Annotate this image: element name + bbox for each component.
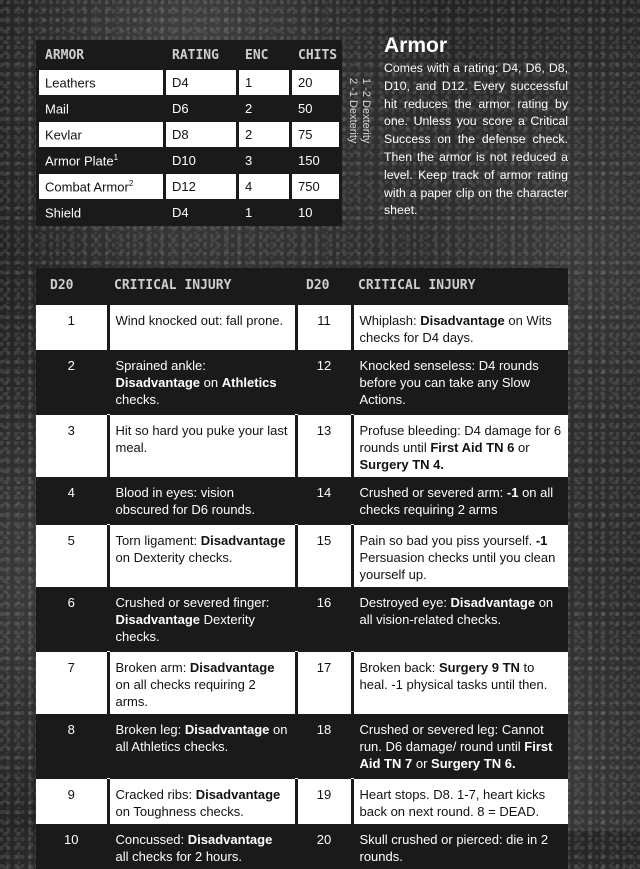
- injury-text-part: Wind knocked out: fall prone.: [115, 313, 284, 328]
- d20-roll-cell: 2: [36, 350, 108, 414]
- footnote-marker: 2: [128, 178, 134, 188]
- armor-chits-cell: 75: [292, 122, 339, 147]
- d20-roll-cell: 19: [296, 778, 352, 825]
- injury-description-cell: [352, 477, 568, 524]
- armor-enc-cell: 2: [239, 122, 289, 147]
- injury-text-part: on all checks requiring 2 arms: [359, 485, 554, 517]
- injury-row: [36, 524, 568, 588]
- d20-roll-cell: 18: [296, 714, 352, 778]
- injury-header-row: [36, 268, 568, 304]
- armor-row: [39, 174, 339, 199]
- armor-name-cell: [39, 174, 163, 199]
- armor-enc-cell: 1: [239, 200, 289, 225]
- injury-col-header: CRITICAL INJURY: [114, 277, 232, 293]
- injury-description-cell: [108, 350, 296, 414]
- injury-text-part: Disadvantage: [184, 722, 270, 737]
- injury-text-part: Crushed or severed arm:: [359, 485, 507, 500]
- injury-text-part: Disadvantage: [189, 660, 275, 675]
- injury-text-part: Surgery TN 4.: [359, 457, 445, 472]
- armor-chits-cell: 10: [292, 200, 339, 225]
- injury-text-part: on Wits checks for D4 days.: [359, 313, 552, 345]
- armor-name: Mail: [45, 101, 69, 117]
- injury-text-part: Hit so hard you puke your last meal.: [115, 423, 288, 455]
- injury-text-part: Broken leg:: [115, 722, 185, 737]
- injury-col-header: CRITICAL INJURY: [358, 277, 476, 293]
- injury-row: [36, 304, 568, 351]
- armor-table: [36, 40, 342, 226]
- injury-text-part: all checks for 2 hours.: [115, 849, 242, 864]
- armor-rating-cell: D6: [166, 96, 236, 121]
- injury-description-cell: [352, 714, 568, 778]
- injury-description-cell: [108, 714, 296, 778]
- armor-rating-cell: D4: [166, 200, 236, 225]
- armor-name: Combat Armor: [45, 179, 129, 195]
- armor-chits-cell: 50: [292, 96, 339, 121]
- d20-roll-cell: 5: [36, 524, 108, 588]
- injury-text-part: Pain so bad you piss yourself.: [359, 533, 536, 548]
- injury-row: [36, 714, 568, 778]
- injury-text-part: Cracked ribs:: [115, 787, 196, 802]
- injury-text-part: on Dexterity checks.: [115, 550, 233, 565]
- injury-text-part: Disadvantage: [195, 787, 281, 802]
- injury-text-part: Skull crushed or pierced: die in 2 rounds.: [359, 832, 549, 864]
- injury-text-part: or: [412, 756, 432, 771]
- armor-name-cell: [39, 148, 163, 173]
- injury-row: [36, 477, 568, 524]
- d20-roll-cell: 17: [296, 651, 352, 715]
- armor-chits-cell: 20: [292, 70, 339, 95]
- enc-col-header: ENC: [245, 47, 269, 63]
- footnote-marker: 1: [113, 152, 119, 162]
- armor-rating-cell: D10: [166, 148, 236, 173]
- d20-roll-cell: 13: [296, 414, 352, 478]
- injury-text-part: to heal. -1 physical tasks until then.: [359, 660, 548, 692]
- injury-text-part: Broken arm:: [115, 660, 190, 675]
- injury-description-cell: [352, 651, 568, 715]
- injury-description-cell: [108, 414, 296, 478]
- armor-name-cell: [39, 122, 163, 147]
- critical-injury-table: [36, 268, 568, 869]
- injury-text-part: Broken back:: [359, 660, 439, 675]
- injury-text-part: Disadvantage: [187, 832, 273, 847]
- injury-text-part: Dexterity checks.: [115, 612, 255, 644]
- injury-text-part: Blood in eyes: vision obscured for D6 rounds.: [115, 485, 255, 517]
- d20-roll-cell: 16: [296, 587, 352, 651]
- injury-text-part: Destroyed eye:: [359, 595, 451, 610]
- injury-text-part: Sprained ankle:: [115, 358, 206, 373]
- armor-header-row: [39, 41, 339, 69]
- armor-heading: Armor: [384, 34, 448, 57]
- injury-text-part: Disadvantage: [115, 375, 201, 390]
- injury-text-part: Disadvantage: [200, 533, 286, 548]
- injury-text-part: on all checks requiring 2 arms.: [115, 677, 256, 709]
- armor-name: Leathers: [45, 75, 96, 91]
- armor-enc-cell: 4: [239, 174, 289, 199]
- injury-text-part: on: [200, 375, 222, 390]
- injury-description-cell: [352, 778, 568, 825]
- injury-text-part: Profuse bleeding: D4 damage for 6 rounds until: [359, 423, 562, 455]
- injury-description-cell: [108, 477, 296, 524]
- armor-chits-cell: 750: [292, 174, 339, 199]
- d20-roll-cell: 14: [296, 477, 352, 524]
- injury-text-part: Athletics: [221, 375, 277, 390]
- footnote: 1 -2 Dexterity: [360, 78, 372, 144]
- injury-text-part: Disadvantage: [450, 595, 536, 610]
- d20-roll-cell: 8: [36, 714, 108, 778]
- armor-row: [39, 122, 339, 147]
- d20-col-header: D20: [306, 277, 330, 293]
- chits-col-header: CHITS: [298, 47, 338, 63]
- d20-roll-cell: 6: [36, 587, 108, 651]
- injury-description-cell: [352, 414, 568, 478]
- d20-col-header: D20: [50, 277, 74, 293]
- injury-text-part: checks.: [115, 392, 160, 407]
- injury-row: [36, 651, 568, 715]
- armor-name: Armor Plate: [45, 153, 114, 169]
- injury-description-cell: [352, 304, 568, 351]
- injury-text-part: on all Athletics checks.: [115, 722, 288, 754]
- armor-enc-cell: 1: [239, 70, 289, 95]
- armor-rating-cell: D4: [166, 70, 236, 95]
- injury-row: [36, 587, 568, 651]
- injury-description-cell: [108, 524, 296, 588]
- injury-row: [36, 778, 568, 825]
- injury-text-part: First Aid TN 6: [430, 440, 515, 455]
- armor-enc-cell: 3: [239, 148, 289, 173]
- d20-roll-cell: 20: [296, 824, 352, 869]
- d20-roll-cell: 7: [36, 651, 108, 715]
- injury-text-part: or: [514, 440, 530, 455]
- injury-row: [36, 414, 568, 478]
- injury-description-cell: [108, 651, 296, 715]
- armor-footnotes: [344, 78, 372, 186]
- armor-row: [39, 96, 339, 121]
- injury-text-part: Crushed or severed finger:: [115, 595, 270, 610]
- injury-text-part: Disadvantage: [420, 313, 505, 328]
- armor-chits-cell: 150: [292, 148, 339, 173]
- armor-name: Shield: [45, 205, 82, 221]
- armor-name: Kevlar: [45, 127, 82, 143]
- injury-description-cell: [352, 587, 568, 651]
- injury-text-part: -1: [506, 485, 519, 500]
- armor-name-cell: [39, 70, 163, 95]
- injury-text-part: Knocked senseless: D4 rounds before you can take any Slow Actions.: [359, 358, 539, 407]
- injury-text-part: Heart stops. D8. 1-7, heart kicks back on next round. 8 = DEAD.: [359, 787, 546, 819]
- injury-text-part: First Aid TN 7: [359, 739, 553, 771]
- injury-text-part: Concussed:: [115, 832, 188, 847]
- armor-enc-cell: 2: [239, 96, 289, 121]
- armor-col-header: ARMOR: [45, 47, 85, 63]
- injury-text-part: Disadvantage: [115, 612, 201, 627]
- injury-row: [36, 350, 568, 414]
- d20-roll-cell: 15: [296, 524, 352, 588]
- injury-text-part: Whiplash:: [359, 313, 421, 328]
- d20-roll-cell: 3: [36, 414, 108, 478]
- d20-roll-cell: 4: [36, 477, 108, 524]
- injury-description-cell: [352, 524, 568, 588]
- d20-roll-cell: 10: [36, 824, 108, 869]
- armor-name-cell: [39, 200, 163, 225]
- armor-rating-cell: D8: [166, 122, 236, 147]
- armor-name-cell: [39, 96, 163, 121]
- d20-roll-cell: 1: [36, 304, 108, 351]
- d20-roll-cell: 11: [296, 304, 352, 351]
- injury-description-cell: [108, 587, 296, 651]
- d20-roll-cell: 12: [296, 350, 352, 414]
- armor-row: [39, 200, 339, 225]
- injury-description-cell: [108, 778, 296, 825]
- injury-text-part: -1: [535, 533, 548, 548]
- injury-text-part: Torn ligament:: [115, 533, 201, 548]
- injury-text-part: on Toughness checks.: [115, 804, 244, 819]
- armor-row: [39, 148, 339, 173]
- injury-description-cell: [108, 304, 296, 351]
- injury-text-part: Crushed or severed leg: Cannot run. D6 damage/ round until: [359, 722, 544, 754]
- footnote: 2 -1 Dexterity: [347, 78, 359, 144]
- d20-roll-cell: 9: [36, 778, 108, 825]
- armor-description: Comes with a rating: D4, D6, D8, D10, and D12. Every successful hit reduces the armor rating by one. Unless you score a Critical Success on the defense check. Then the armor is not reduced a level. Keep track of armor rating with a paper clip on the character sheet.: [384, 61, 568, 218]
- critical-injury-table-container: [36, 268, 568, 869]
- rating-col-header: RATING: [172, 47, 219, 63]
- injury-description-cell: [352, 350, 568, 414]
- injury-text-part: Surgery TN 6.: [431, 756, 516, 771]
- armor-row: [39, 70, 339, 95]
- injury-text-part: on all vision-related checks.: [359, 595, 554, 627]
- injury-text-part: Surgery 9 TN: [439, 660, 520, 675]
- armor-rating-cell: D12: [166, 174, 236, 199]
- injury-text-part: Persuasion checks until you clean yourself up.: [359, 550, 556, 582]
